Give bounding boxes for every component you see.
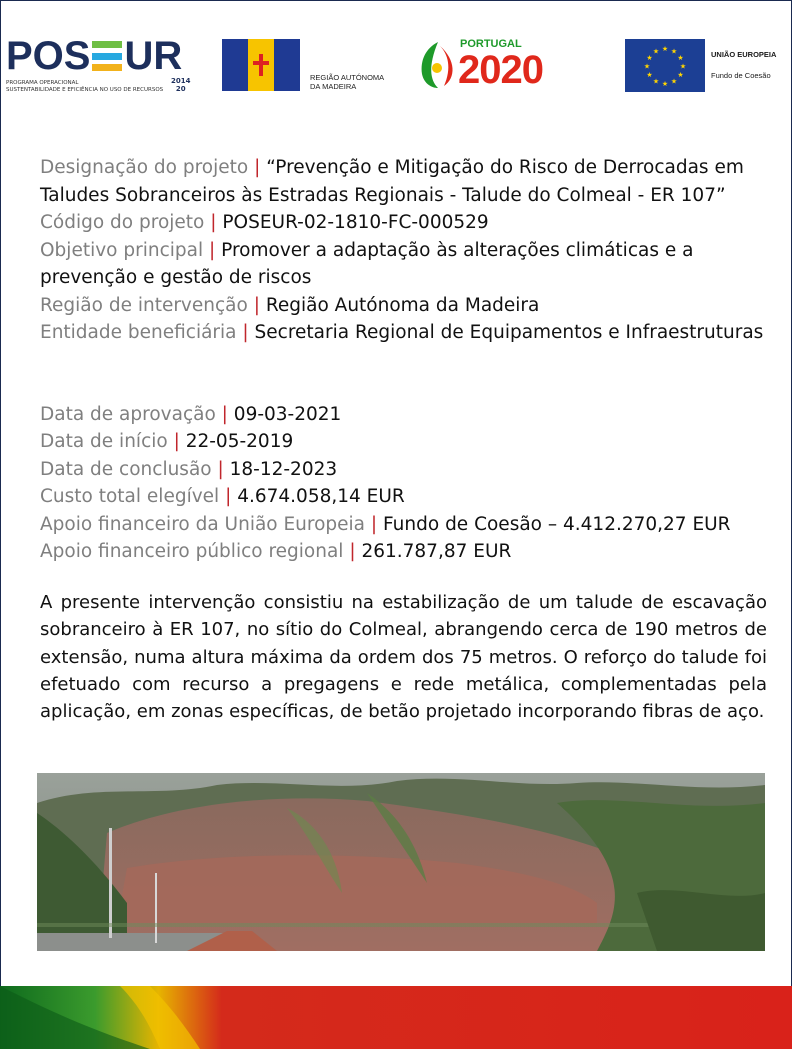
field-separator: | [225, 486, 232, 507]
madeira-line2: DA MADEIRA [310, 82, 357, 91]
field-value: Secretaria Regional de Equipamentos e Infraestruturas [254, 322, 764, 343]
svg-text:★: ★ [646, 71, 653, 79]
field-label: Região de intervenção [40, 294, 248, 316]
field-objective [40, 237, 780, 292]
field-separator: | [242, 322, 249, 343]
portugal2020-year: 2020 [458, 48, 543, 92]
svg-text:★: ★ [646, 54, 653, 62]
madeira-flag-icon [222, 39, 300, 91]
svg-text:★: ★ [670, 47, 678, 56]
poseur-year-top: 2014 [171, 77, 191, 85]
field-label: Apoio financeiro público regional [40, 541, 344, 562]
svg-text:★: ★ [643, 62, 651, 71]
eu-flag-icon [625, 39, 705, 92]
portugal2020-label: PORTUGAL [460, 38, 522, 50]
portugal2020-logo [418, 36, 598, 96]
field-value: 261.787,87 EUR [361, 541, 512, 562]
poseur-e-bars-icon [92, 41, 122, 71]
poseur-year-bottom: 20 [175, 85, 186, 93]
field-separator: | [370, 513, 378, 535]
field-approval-date [40, 401, 780, 429]
svg-text:★: ★ [679, 62, 687, 71]
field-separator: | [221, 403, 228, 425]
svg-text:★: ★ [677, 71, 684, 79]
field-eu-support [40, 511, 780, 539]
field-total-cost [40, 483, 780, 511]
svg-text:★: ★ [652, 77, 660, 86]
field-value: 09-03-2021 [233, 403, 342, 425]
svg-text:★: ★ [677, 54, 684, 62]
field-label: Custo total elegível [40, 486, 220, 507]
field-region [40, 292, 780, 320]
field-separator: | [253, 294, 260, 316]
project-info [40, 154, 780, 566]
field-separator: | [209, 239, 216, 261]
field-value: POSEUR-02-1810-FC-000529 [222, 212, 489, 233]
field-value: 18-12-2023 [229, 458, 338, 480]
svg-text:★: ★ [661, 45, 669, 53]
field-separator: | [254, 157, 261, 178]
svg-text:★: ★ [652, 47, 660, 56]
project-description: A presente intervenção consistiu na estabilização de um talude de escavação sobranceiro à ER 107, no sítio do Colmeal, abrangendo cerca de 190 metros de extensão, numa altura máxima da ordem dos 75 metros. O reforço do talude foi efetuado com recurso a pregagens e rede metálica, complementadas pela aplicação, em zonas específicas, de betão projetado incorporando fibras de aço. [40, 592, 767, 723]
madeira-logo [222, 39, 402, 93]
eu-fund: Fundo de Coesão [711, 71, 771, 80]
field-label: Data de conclusão [40, 458, 212, 480]
field-label: Entidade beneficiária [40, 322, 237, 343]
field-label: Data de aprovação [40, 403, 216, 425]
field-label: Objetivo principal [40, 239, 204, 261]
field-value: “Prevenção e Mitigação do Risco de Derrocadas em Taludes Sobranceiros às Estradas Regionais - Talude do Colmeal - ER 107” [40, 157, 744, 206]
field-start-date [40, 428, 780, 456]
madeira-line1: REGIÃO AUTÓNOMA [310, 73, 385, 82]
slope-photo [37, 773, 765, 951]
field-value: Promover a adaptação às alterações climáticas e a prevenção e gestão de riscos [40, 239, 694, 288]
poseur-subtitle-line2: SUSTENTABILIDADE E EFICIÊNCIA NO USO DE RECURSOS [6, 87, 164, 93]
field-value: Fundo de Coesão – 4.412.270,27 EUR [383, 513, 731, 535]
field-end-date [40, 456, 780, 484]
field-designation [40, 154, 780, 209]
field-separator: | [349, 541, 356, 562]
eu-logo [625, 39, 785, 93]
field-value: 4.674.058,14 EUR [237, 486, 405, 507]
portugal2020-mark-icon [418, 40, 458, 90]
field-separator: | [217, 458, 224, 480]
field-label: Apoio financeiro da União Europeia [40, 513, 366, 535]
field-regional-support [40, 538, 780, 566]
field-label: Data de início [40, 431, 168, 452]
field-separator: | [210, 212, 217, 233]
field-label: Código do projeto [40, 212, 205, 233]
field-label: Designação do projeto [40, 157, 249, 178]
svg-text:★: ★ [661, 80, 669, 88]
footer-band [0, 986, 792, 1049]
poseur-wordmark-right: UR [124, 34, 183, 78]
field-value: Região Autónoma da Madeira [265, 294, 540, 316]
field-code [40, 209, 780, 237]
eu-title: UNIÃO EUROPEIA [711, 50, 777, 59]
field-separator: | [173, 431, 180, 452]
field-beneficiary [40, 319, 780, 347]
poseur-wordmark-left: POS [6, 34, 91, 78]
svg-text:★: ★ [670, 77, 678, 86]
poseur-subtitle-line1: PROGRAMA OPERACIONAL [6, 80, 79, 86]
poseur-logo [6, 36, 192, 96]
field-value: 22-05-2019 [185, 431, 294, 452]
